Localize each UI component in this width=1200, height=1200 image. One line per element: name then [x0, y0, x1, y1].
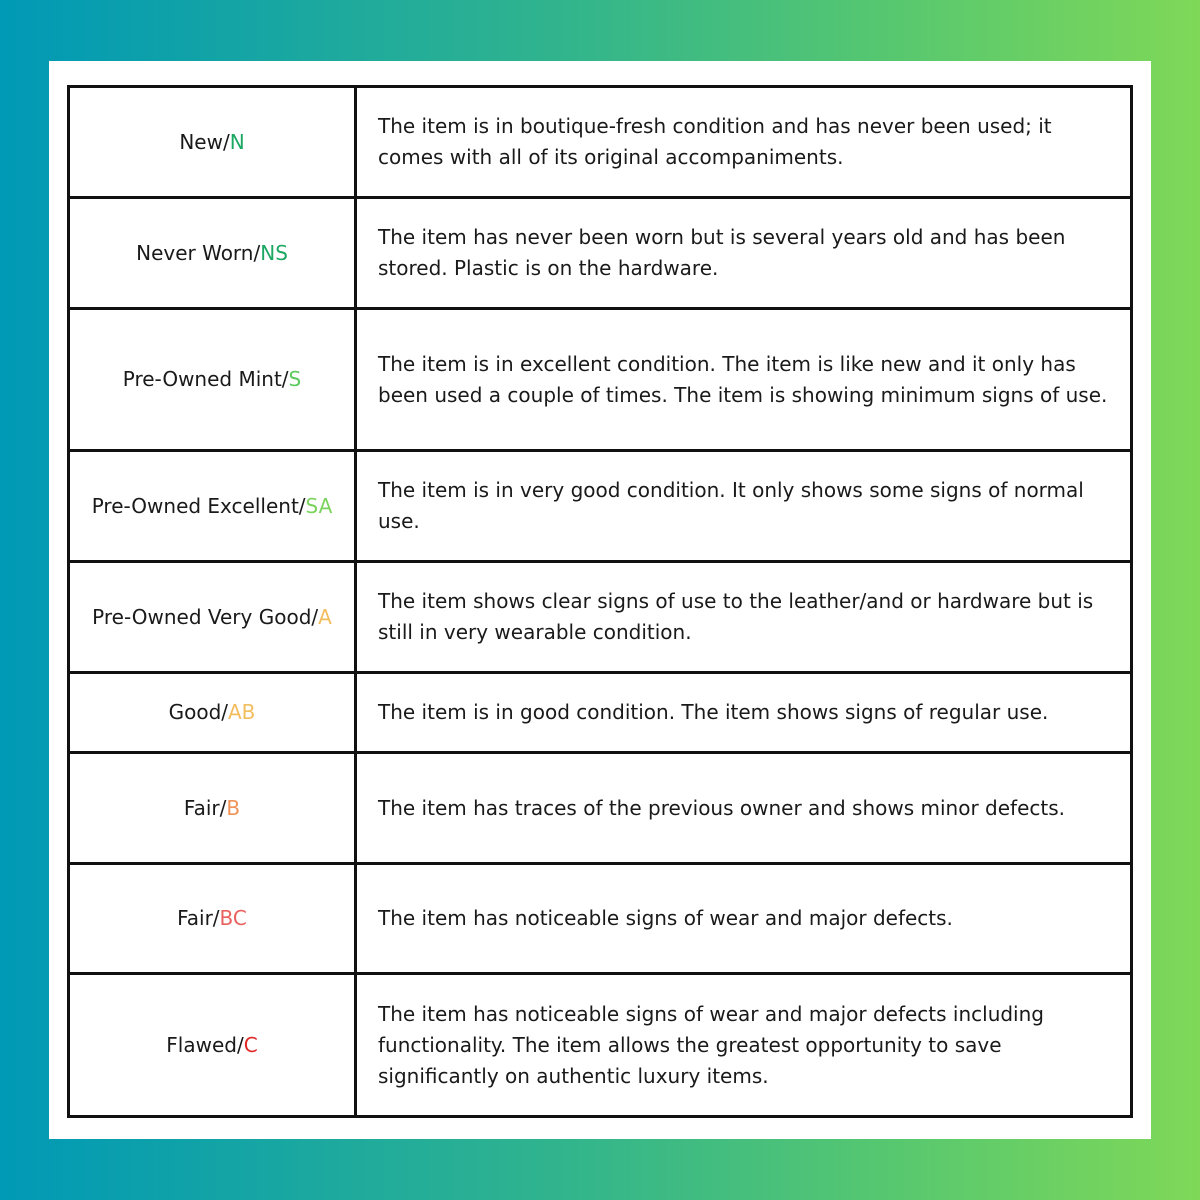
grade-code: S	[288, 367, 302, 391]
grade-description: The item has never been worn but is several years old and has been stored. Plastic is on the hardware.	[356, 198, 1132, 309]
grade-code: SA	[305, 493, 333, 518]
grade-label: Never Worn/	[136, 240, 261, 265]
grade-description: The item has traces of the previous owner and shows minor defects.	[356, 753, 1132, 864]
grade-description: The item is in boutique-fresh condition and has never been used; it comes with all of its original accompaniments.	[356, 87, 1132, 198]
grade-description: The item has noticeable signs of wear and major defects including functionality. The item allows the greatest opportunity to save significantly on authentic luxury items.	[356, 974, 1132, 1117]
grade-code: A	[318, 604, 332, 629]
grade-description: The item shows clear signs of use to the leather/and or hardware but is still in very wearable condition.	[356, 562, 1132, 673]
grade-cell	[69, 198, 356, 309]
grading-card	[49, 61, 1151, 1139]
grade-label: Pre-Owned Excellent/	[91, 493, 306, 518]
table-row	[69, 451, 1132, 562]
grade-description: The item is in good condition. The item shows signs of regular use.	[356, 673, 1132, 753]
grade-label: Flawed/	[166, 1032, 244, 1057]
grade-cell	[69, 673, 356, 753]
grade-description: The item has noticeable signs of wear and major defects.	[356, 864, 1132, 974]
grade-code: N	[229, 129, 245, 154]
grade-cell	[69, 562, 356, 673]
grade-label: Pre-Owned Mint/	[122, 367, 289, 391]
grade-cell	[69, 864, 356, 974]
grade-code: C	[243, 1032, 258, 1057]
grade-cell	[69, 753, 356, 864]
grade-description: The item is in excellent condition. The item is like new and it only has been used a couple of times. The item is showing minimum signs of use.	[356, 309, 1132, 451]
grade-description: The item is in very good condition. It only shows some signs of normal use.	[356, 451, 1132, 562]
grade-cell	[69, 974, 356, 1117]
grade-code: B	[226, 795, 241, 820]
table-row	[69, 753, 1132, 864]
grade-label: Good/	[168, 700, 228, 724]
grade-cell	[69, 87, 356, 198]
grade-cell	[69, 451, 356, 562]
grade-code: NS	[260, 240, 288, 265]
grade-code: AB	[228, 700, 256, 724]
table-row	[69, 309, 1132, 451]
grade-label: New/	[179, 129, 230, 154]
table-row	[69, 864, 1132, 974]
table-row	[69, 562, 1132, 673]
table-row	[69, 87, 1132, 198]
table-row	[69, 673, 1132, 753]
grade-label: Pre-Owned Very Good/	[92, 604, 319, 629]
grade-label: Fair/	[183, 795, 227, 820]
grade-cell	[69, 309, 356, 451]
condition-grading-table	[67, 85, 1133, 1118]
table-row	[69, 974, 1132, 1117]
table-row	[69, 198, 1132, 309]
grade-label: Fair/	[177, 906, 220, 930]
grade-code: BC	[219, 906, 247, 930]
